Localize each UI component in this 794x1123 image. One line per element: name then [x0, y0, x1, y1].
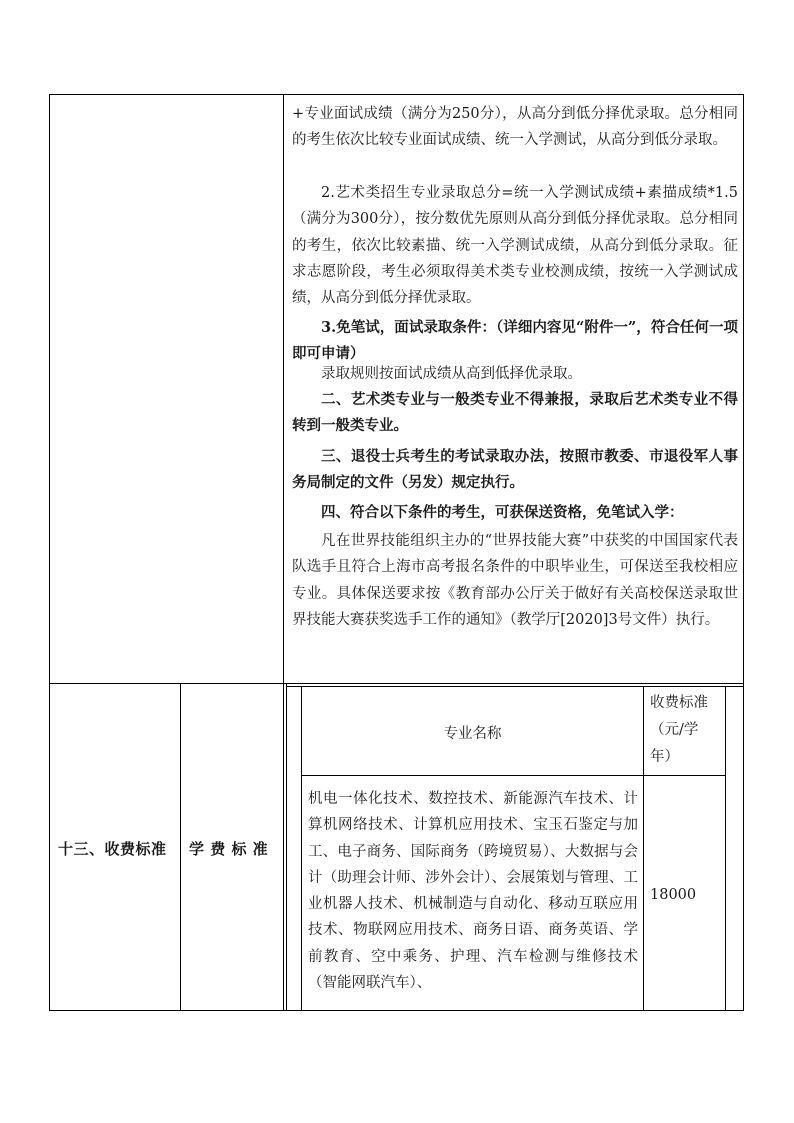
- tuition-label: 学 费 标 准: [189, 840, 269, 858]
- recommendation-heading: 四、符合以下条件的考生，可获保送资格，免笔试入学：: [321, 504, 684, 521]
- interview-admission-paragraph: 3.免笔试，面试录取条件：（详细内容见“附件一”，符合任何一项即可申请）: [292, 319, 738, 363]
- table-right-border: [743, 94, 744, 1011]
- major-list-cell: 机电一体化技术、数控技术、新能源汽车技术、计算机网络技术、计算机应用技术、宝玉石鉴定与加工、电子商务、国际商务（跨境贸易）、大数据与会计（助理会计师、涉外会计）、会展策划与管理、工业机器人技术、机械制造与自动化、移动互联应用技术、物联网应用技术、商务日语、商务英语、学前教育、空中乘务、护理、汽车检测与维修技术（智能网联汽车）、: [308, 791, 638, 992]
- worldskills-paragraph: 凡在世界技能组织主办的“世界技能大赛”中获奖的中国国家代表队选手且符合上海市高考报名条件的中职毕业生，可保送至我校相应专业。具体保送要求按《教育部办公厅关于做好有关高校保送录取世界技能大赛获奖选手工作的通知》（教学厅[2020]3号文件）执行。: [292, 533, 738, 628]
- table-left-border: [49, 94, 50, 1011]
- fee-table-col-divider: [643, 686, 644, 1010]
- art-admission-paragraph: 2.艺术类招生专业录取总分=统一入学测试成绩+素描成绩*1.5（满分为300分），按分数优先原则从高分到低分择优录取。总分相同的考生，依次比较素描、统一入学测试成绩，从高分到低分录取。征求志愿阶段，考生必须取得美术类专业校测成绩，按统一入学测试成绩，从高分到低分择优录取。: [292, 185, 738, 307]
- interview-rule-paragraph: 录取规则按面试成绩从高到低择优录取。: [321, 366, 582, 382]
- row-divider: [49, 683, 744, 684]
- art-general-paragraph: 二、艺术类专业与一般类专业不得兼报，录取后艺术类专业不得转到一般类专业。: [292, 391, 738, 435]
- fee-amount-cell: 18000: [650, 887, 697, 903]
- sublabel-divider: [283, 684, 284, 1010]
- major-name-header: 专业名称: [443, 726, 502, 742]
- fee-standard-header: 收费标准（元/学年）: [650, 695, 708, 765]
- section-label: 十三、收费标准: [58, 840, 167, 858]
- label-divider: [180, 684, 181, 1010]
- upper-column-divider: [283, 94, 284, 684]
- fee-table-right: [725, 686, 726, 1010]
- table-top-border: [49, 94, 744, 95]
- fee-table-header-divider: [301, 775, 726, 776]
- sublabel-divider-inner: [286, 684, 287, 1010]
- veteran-paragraph: 三、退役士兵考生的考试录取办法，按照市教委、市退役军人事务局制定的文件（另发）规定执行。: [292, 448, 738, 492]
- row-divider-inner: [286, 686, 744, 687]
- table-bottom-border: [49, 1010, 744, 1011]
- score-rule-paragraph: +专业面试成绩（满分为250分），从高分到低分择优录取。总分相同的考生依次比较专业面试成绩、统一入学测试，从高分到低分录取。: [292, 106, 738, 149]
